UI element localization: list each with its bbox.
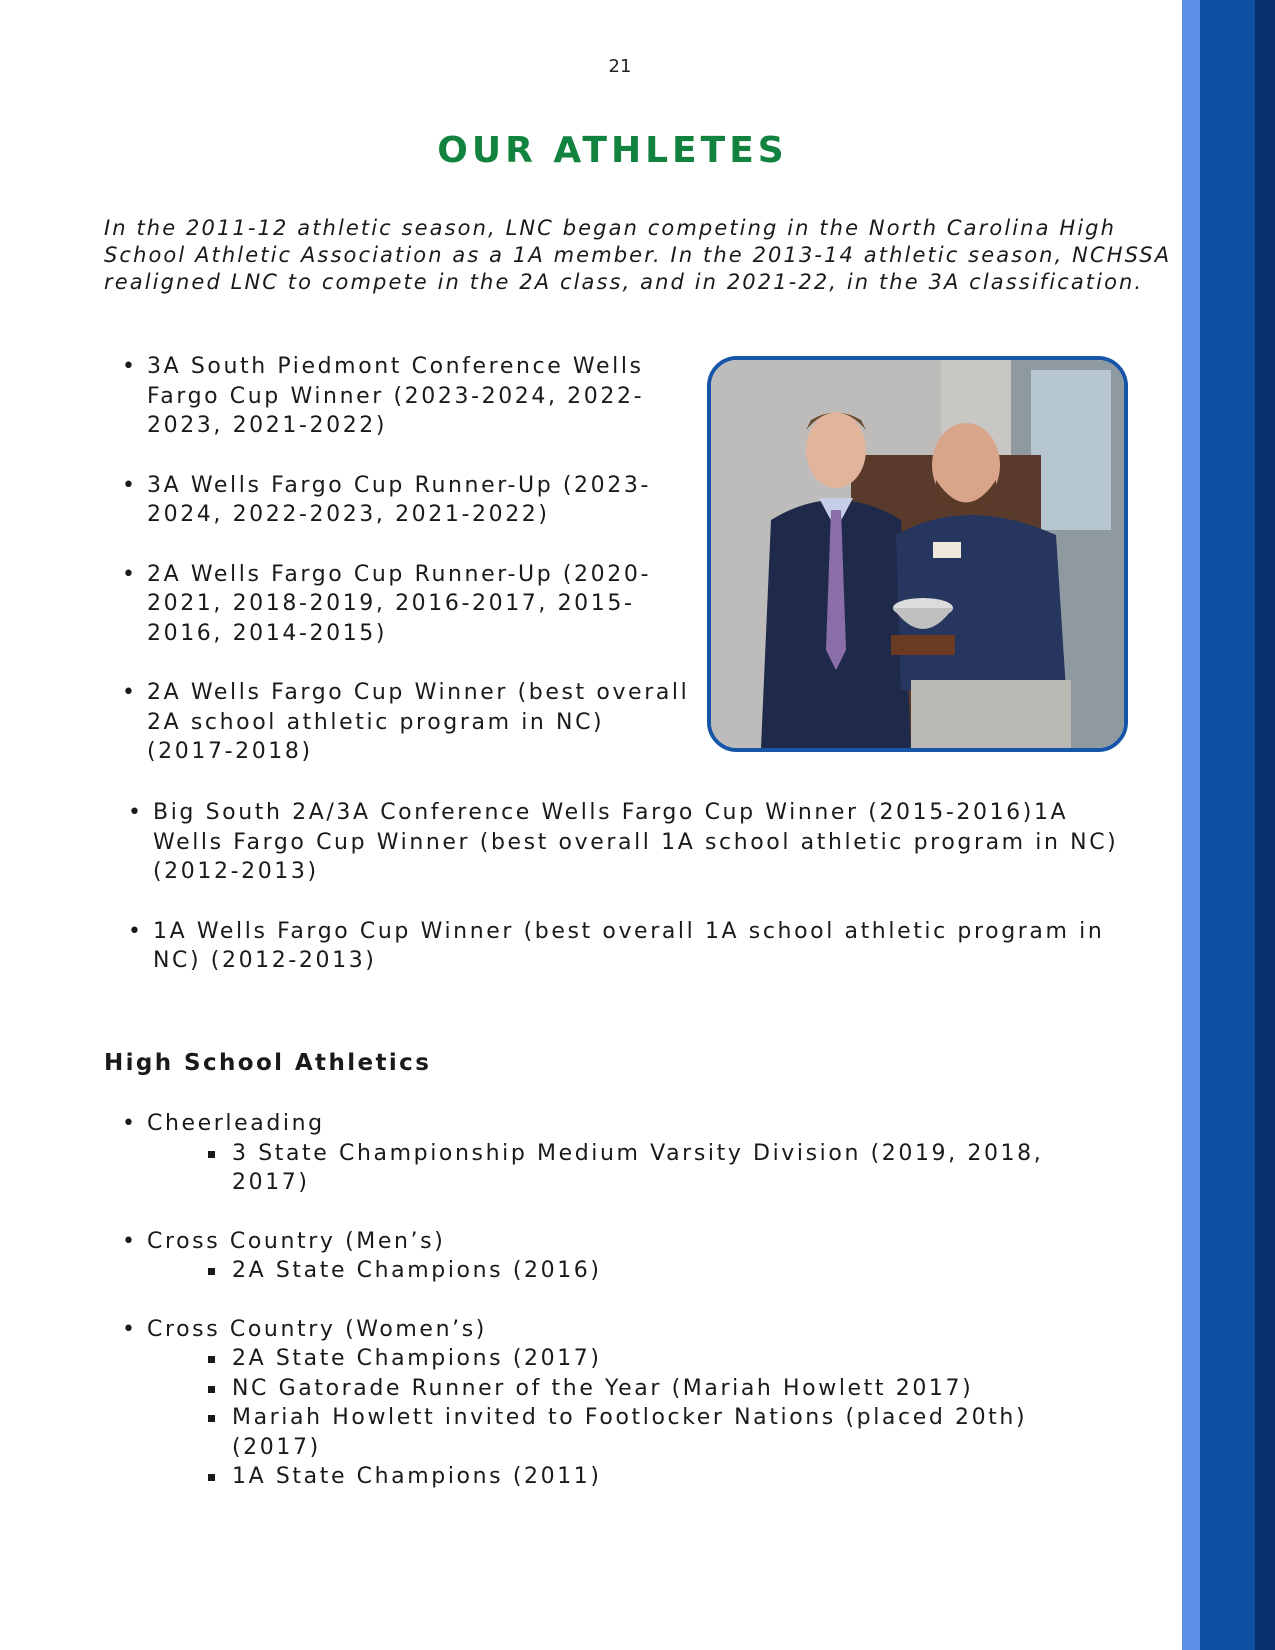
side-stripe-mid [1200,0,1255,1650]
list-item: 3 State Championship Medium Varsity Division (2019, 2018, 2017) [232,1139,1107,1198]
intro-paragraph: In the 2011-12 athletic season, LNC began competing in the North Carolina High School Athletic Association as a 1A member. In the 2013-14 athletic season, NCHSSA realigned LNC to compete in the 2A class, and in 2021-22, in the 3A classification. [104,216,1172,294]
page-title: OUR ATHLETES [437,130,788,171]
award-photo [707,356,1128,752]
sport-name: Cross Country (Women’s) [147,1316,487,1342]
page-number: 21 [608,56,632,77]
achievements-list-bottom [128,798,1123,1006]
bullet-icon: • [122,680,138,705]
side-stripe-light [1182,0,1200,1650]
sport-honors [147,1139,1107,1198]
sport-honors [147,1256,1107,1286]
list-item: Mariah Howlett invited to Footlocker Nations (placed 20th) (2017) [232,1403,1107,1462]
bullet-icon: • [122,1111,138,1136]
list-item: • 1A Wells Fargo Cup Winner (best overall 1A school athletic program in NC) (2012-2013) [128,918,1105,973]
sport-item [122,1109,1107,1198]
sport-name: Cross Country (Men’s) [147,1228,446,1254]
bullet-icon: • [122,472,138,498]
list-item: • 2A Wells Fargo Cup Winner (best overall 2A school athletic program in NC) (2017-2018) [122,680,690,764]
bullet-icon: • [122,1228,138,1254]
sport-item [122,1315,1107,1492]
list-item: • Big South 2A/3A Conference Wells Fargo Cup Winner (2015-2016)1A Wells Fargo Cup Winner (best overall 1A school athletic program in NC) (2012-2013) [128,800,1119,884]
list-item: 2A State Champions (2016) [232,1256,1107,1286]
bullet-icon: • [122,1316,138,1342]
bullet-icon: • [128,800,144,825]
square-bullet-icon [208,1151,215,1158]
section-heading: High School Athletics [104,1050,432,1076]
side-stripe-dark [1255,0,1275,1650]
list-item: • 3A Wells Fargo Cup Runner-Up (2023-2024, 2022-2023, 2021-2022) [122,472,651,527]
list-item: 1A State Champions (2011) [232,1462,1107,1492]
bullet-icon: • [122,354,138,379]
list-item: • 2A Wells Fargo Cup Runner-Up (2020-2021, 2018-2019, 2016-2017, 2015-2016, 2014-2015) [122,561,651,646]
sport-name: Cheerleading [147,1111,325,1136]
list-item: 2A State Champions (2017) [232,1344,1107,1374]
list-item: NC Gatorade Runner of the Year (Mariah Howlett 2017) [232,1374,1107,1404]
sport-honors [147,1344,1107,1492]
bullet-icon: • [122,561,138,587]
bullet-icon: • [128,918,144,944]
square-bullet-icon [208,1356,215,1363]
square-bullet-icon [208,1415,215,1422]
sport-item [122,1227,1107,1286]
list-item: • 3A South Piedmont Conference Wells Fargo Cup Winner (2023-2024, 2022-2023, 2021-2022) [122,354,645,438]
sports-list [122,1109,1107,1521]
square-bullet-icon [208,1268,215,1275]
square-bullet-icon [208,1386,215,1393]
square-bullet-icon [208,1474,215,1481]
achievements-list-top [122,352,692,797]
